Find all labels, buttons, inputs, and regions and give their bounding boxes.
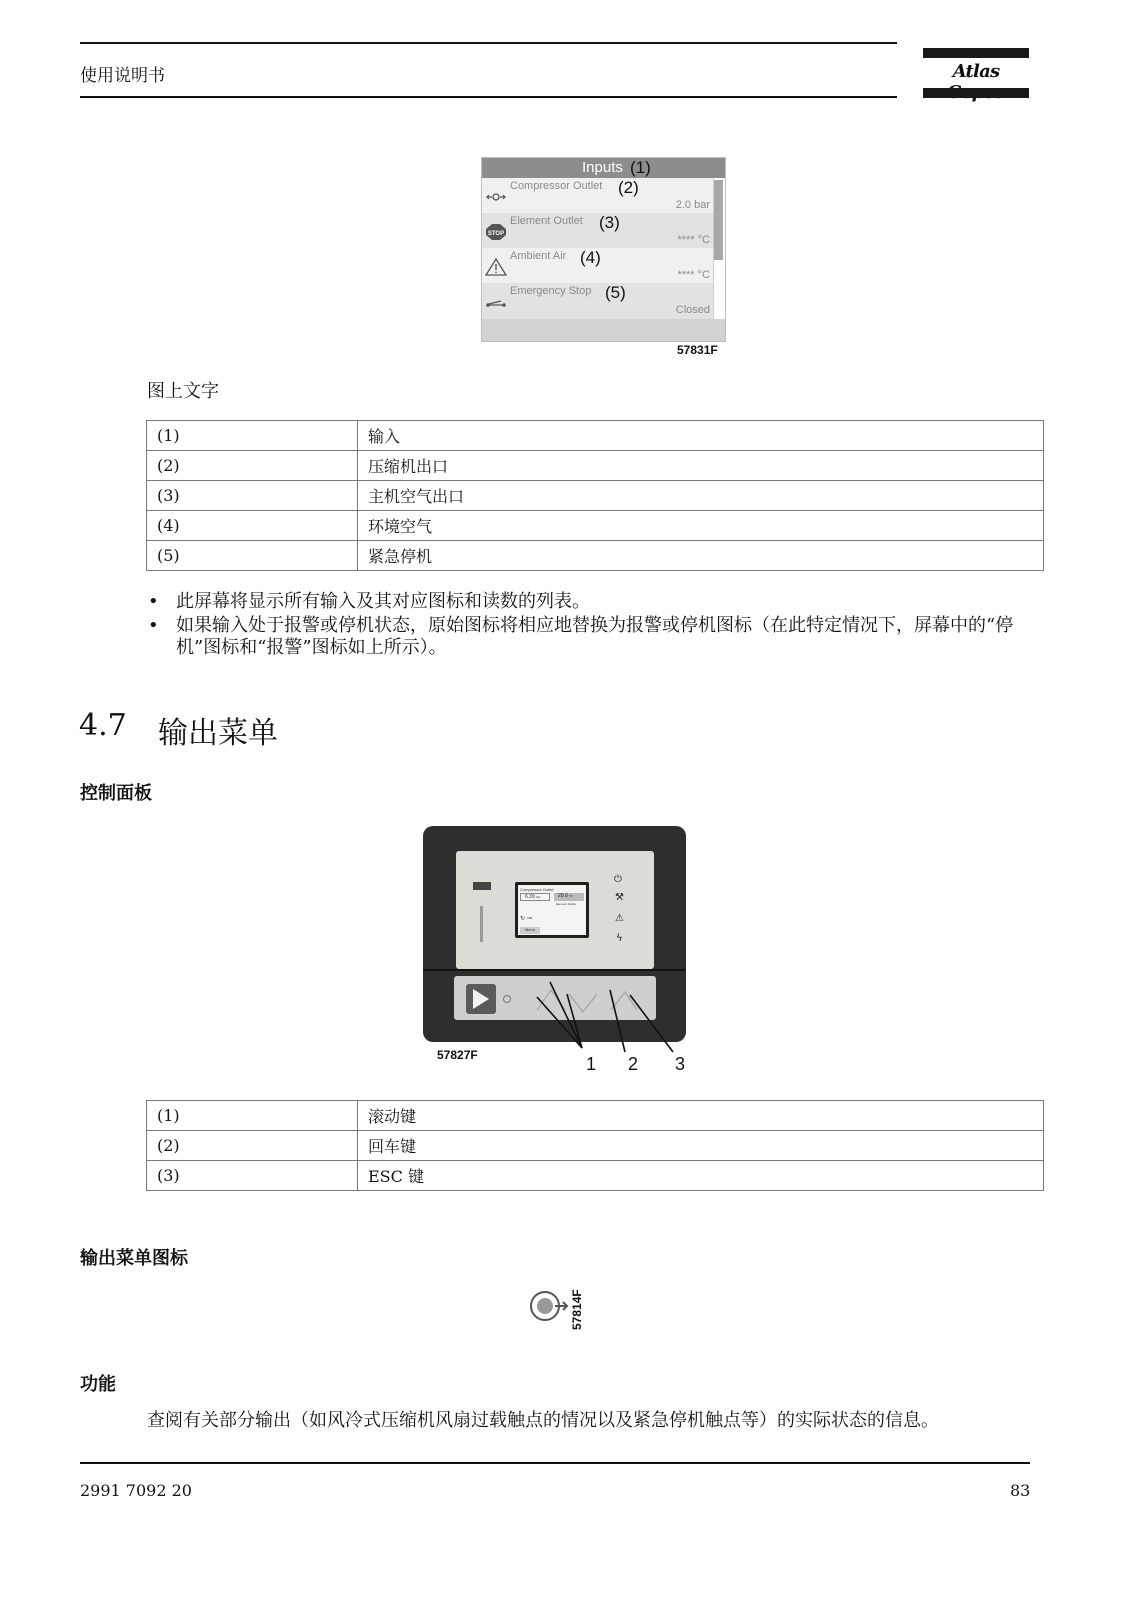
table-cell-text: 环境空气 bbox=[358, 511, 1044, 541]
figure-code: 57827F bbox=[437, 1048, 478, 1062]
table-cell-text: 紧急停机 bbox=[358, 541, 1044, 571]
page-number: 83 bbox=[1010, 1481, 1031, 1500]
subheading-function: 功能 bbox=[80, 1374, 116, 1395]
input-label: Emergency Stop bbox=[510, 285, 592, 297]
header-bottom-rule bbox=[80, 96, 897, 98]
callout-enter-key: 2 bbox=[628, 1054, 639, 1074]
table-cell-text: 输入 bbox=[358, 421, 1044, 451]
bullet-item: • 此屏幕将显示所有输入及其对应图标和读数的列表。 bbox=[146, 591, 1026, 613]
voltage-icon: ϟ bbox=[616, 933, 623, 944]
power-icon: ⏻ bbox=[614, 874, 622, 885]
table-row bbox=[147, 511, 1044, 541]
lcd-value-1: 6.39 bar bbox=[520, 893, 550, 901]
subheading-output-menu-icon: 输出菜单图标 bbox=[80, 1248, 188, 1269]
stop-icon bbox=[485, 223, 507, 241]
table-cell-num: (3) bbox=[147, 481, 358, 511]
input-callout: (3) bbox=[599, 213, 620, 232]
warning-icon bbox=[485, 258, 507, 276]
table-row bbox=[147, 1161, 1044, 1191]
table-cell-num: (2) bbox=[147, 451, 358, 481]
input-callout: (5) bbox=[605, 283, 626, 302]
subheading-control-panel: 控制面板 bbox=[80, 783, 152, 804]
input-value: **** °C bbox=[677, 269, 710, 281]
bullet-list bbox=[146, 591, 1026, 661]
input-value: **** °C bbox=[677, 234, 710, 246]
table-cell-num: (3) bbox=[147, 1161, 358, 1191]
input-label: Element Outlet bbox=[510, 215, 583, 227]
input-value: 2.0 bar bbox=[675, 199, 710, 211]
input-callout: (4) bbox=[580, 248, 601, 267]
table-cell-num: (5) bbox=[147, 541, 358, 571]
status-led bbox=[503, 995, 511, 1003]
table-row bbox=[147, 1101, 1044, 1131]
table-row bbox=[147, 421, 1044, 451]
alarm-icon: ⚠ bbox=[615, 913, 624, 924]
document-number: 2991 7092 20 bbox=[80, 1481, 192, 1500]
table-row bbox=[147, 1131, 1044, 1161]
table-cell-num: (1) bbox=[147, 1101, 358, 1131]
function-text: 查阅有关部分输出（如风冷式压缩机风扇过载触点的情况以及紧急停机触点等）的实际状态的信息。 bbox=[147, 1410, 939, 1431]
table-cell-text: ESC 键 bbox=[358, 1161, 1044, 1191]
table-cell-text: 滚动键 bbox=[358, 1101, 1044, 1131]
inputs-title-callout: (1) bbox=[630, 158, 651, 177]
bullet-item: • 如果输入处于报警或停机状态，原始图标将相应地替换为报警或停机图标（在此特定情况下，屏幕中的“停机”图标和“报警”图标如上所示）。 bbox=[146, 615, 1026, 659]
callout-scroll-keys: 1 bbox=[586, 1054, 597, 1074]
input-label: Compressor Outlet bbox=[510, 180, 603, 192]
figure-code: 57831F bbox=[677, 343, 718, 357]
lcd-icons: ↻ ⊸ bbox=[520, 915, 532, 922]
screen-footer-bar bbox=[482, 319, 725, 341]
section-title: 输出菜单 bbox=[158, 716, 278, 751]
section-number: 4.7 bbox=[79, 708, 127, 743]
lcd-menu-button: Menu bbox=[520, 927, 540, 934]
lcd-text: Compressor Outlet bbox=[520, 887, 554, 892]
header-title: 使用说明书 bbox=[80, 66, 165, 86]
input-row bbox=[482, 283, 713, 319]
input-row bbox=[482, 178, 713, 213]
table-cell-text: 主机空气出口 bbox=[358, 481, 1044, 511]
table-row bbox=[147, 481, 1044, 511]
footer-rule bbox=[80, 1462, 1030, 1464]
start-button-icon bbox=[466, 984, 496, 1014]
switch-icon bbox=[485, 293, 507, 311]
figure-caption: 图上文字 bbox=[147, 381, 219, 402]
svg-text:STOP: STOP bbox=[487, 231, 505, 237]
table-row bbox=[147, 451, 1044, 481]
inputs-screen-figure bbox=[481, 157, 726, 342]
legend-table-keys bbox=[146, 1100, 1044, 1191]
input-row bbox=[482, 213, 713, 248]
lcd-text: Element Outlet bbox=[556, 902, 576, 906]
lcd-value-2: 20.0 °C bbox=[554, 893, 584, 901]
panel-side-text bbox=[480, 906, 483, 942]
callout-esc-key: 3 bbox=[675, 1054, 686, 1074]
wrench-icon: ⚒ bbox=[615, 892, 624, 903]
atlas-copco-logo: Atlas bbox=[923, 48, 1029, 100]
icon-code: 57814F bbox=[570, 1289, 584, 1330]
panel-lcd bbox=[515, 882, 589, 938]
input-callout: (2) bbox=[618, 178, 639, 197]
table-row bbox=[147, 541, 1044, 571]
scrollbar-thumb bbox=[714, 180, 723, 260]
callout-lines bbox=[520, 970, 720, 1080]
table-cell-text: 回车键 bbox=[358, 1131, 1044, 1161]
header-top-rule bbox=[80, 42, 897, 44]
input-value: Closed bbox=[675, 304, 710, 316]
inputs-title-bar bbox=[482, 158, 725, 178]
table-cell-num: (2) bbox=[147, 1131, 358, 1161]
output-menu-icon bbox=[529, 1288, 569, 1324]
input-label: Ambient Air bbox=[510, 250, 567, 262]
pressure-icon bbox=[485, 188, 507, 206]
table-cell-num: (1) bbox=[147, 421, 358, 451]
inputs-title: Inputs bbox=[582, 159, 623, 176]
input-row bbox=[482, 248, 713, 283]
legend-table-inputs bbox=[146, 420, 1044, 571]
table-cell-text: 压缩机出口 bbox=[358, 451, 1044, 481]
table-cell-num: (4) bbox=[147, 511, 358, 541]
panel-brand-mark bbox=[473, 882, 491, 890]
